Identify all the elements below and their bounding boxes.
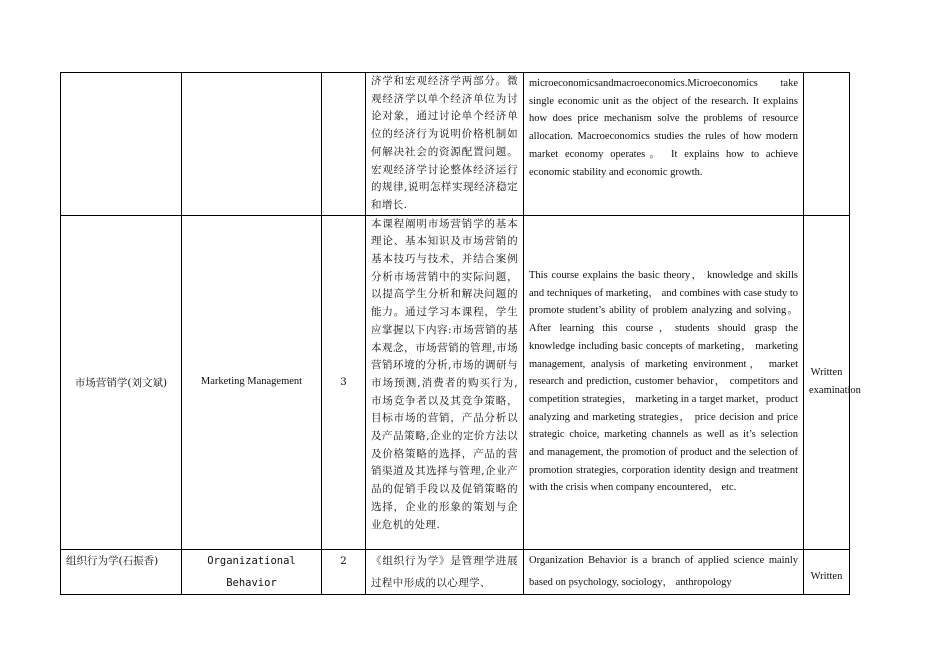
- description-cn-cell: 《组织行为学》是管理学进展过程中形成的以心理学、: [366, 549, 524, 594]
- credits-cell: 2: [322, 549, 366, 594]
- table-row: [61, 73, 850, 216]
- credits-cell: [322, 73, 366, 216]
- description-en-cell: Organization Behavior is a branch of applied science mainly based on psychology, sociology， anthropology: [524, 549, 804, 594]
- assessment-cell: Written: [804, 549, 850, 594]
- description-cn-cell: 本课程阐明市场营销学的基本理论、基本知识及市场营销的基本技巧与技术，并结合案例分析市场营销中的实际问题，以提高学生分析和解决问题的能力。通过学习本课程，学生应掌握以下内容:市场营销的基本观念，市场营销的管理,市场营销环境的分析,市场的调研与市场预测,消费者的购买行为,市场竞争者以及其竞争策略，目标市场的营销，产品分析以及产品策略,企业的定价方法以及价格策略的选择，产品的营销渠道及其选择与管理,企业产品的促销手段以及促销策略的选择，企业的形象的策划与企业危机的处理.: [366, 215, 524, 549]
- course-table: [60, 72, 861, 595]
- course-name-cn-cell: [61, 73, 182, 216]
- table-row: [61, 215, 850, 549]
- description-cn-cell: 济学和宏观经济学两部分。微观经济学以单个经济单位为讨论对象，通过讨论单个经济单位的经济行为说明价格机制如何解决社会的资源配置问题。宏观经济学讨论整体经济运行的规律,说明怎样实现经济稳定和增长.: [366, 73, 524, 216]
- description-en-cell: This course explains the basic theory， knowledge and skills and techniques of marketing， and combines with case study to promote student’s ability of problem analyzing and solving。 After learning this course，students should grasp the knowledge including basic concepts of marketing， marketing management, analysis of marketing environment， market research and prediction, customer behavior， competitors and competition strategies， marketing in a target market，product analyzing and marketing strategies， price decision and price strategic choice, marketing channels as well as it’s selection and management, the promotion of product and the selection of promotion strategies, corporation identity design and treatment with the crisis when company encountered， etc.: [524, 215, 804, 549]
- course-name-en-cell: Organizational Behavior: [182, 549, 322, 594]
- course-name-en-cell: [182, 73, 322, 216]
- course-name-cn-cell: 市场营销学(刘文斌): [61, 215, 182, 549]
- description-en-cell: microeconomicsandmacroeconomics.Microeconomics take single economic unit as the object of the research. It explains how does price mechanism solve the problems of resource allocation. Macroeconomics studies the rules of how modern market economy operates。 It explains how to achieve economic stability and economic growth.: [524, 73, 804, 216]
- course-name-cn-cell: 组织行为学(石振香): [61, 549, 182, 594]
- course-name-en-cell: Marketing Management: [182, 215, 322, 549]
- assessment-cell: [804, 73, 850, 216]
- table-row: [61, 549, 850, 594]
- assessment-cell: Written examination: [804, 215, 850, 549]
- credits-cell: 3: [322, 215, 366, 549]
